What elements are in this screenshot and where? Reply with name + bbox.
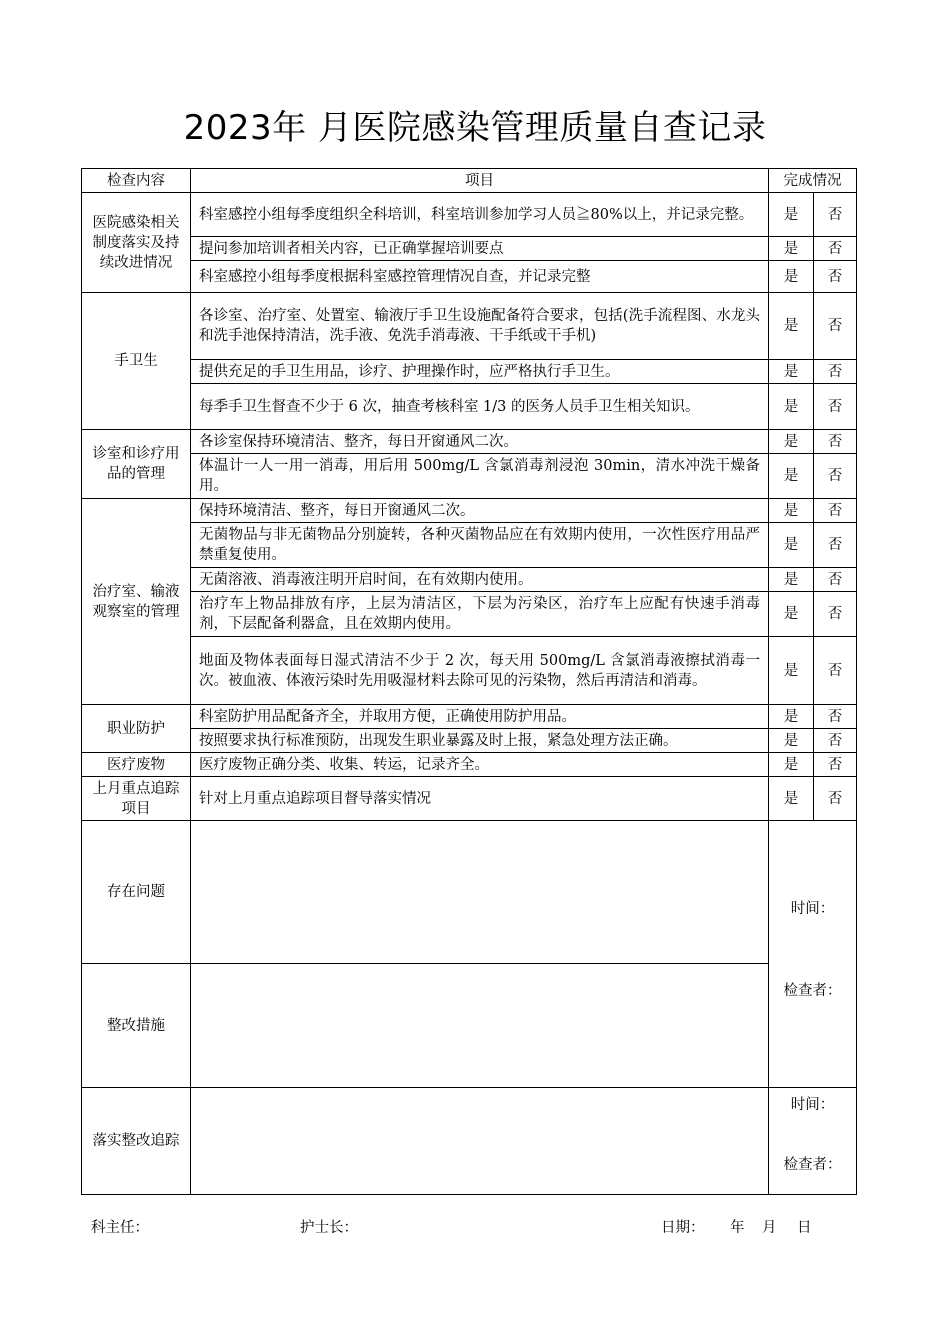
no-option[interactable]: 否 (814, 193, 857, 237)
item-cell: 按照要求执行标准预防，出现发生职业暴露及时上报，紧急处理方法正确。 (191, 729, 769, 753)
table-row (82, 360, 857, 384)
inspection-table (81, 168, 857, 1195)
category-cell: 诊室和诊疗用品的管理 (82, 430, 191, 499)
no-option[interactable]: 否 (814, 753, 857, 777)
category-cell: 上月重点追踪项目 (82, 777, 191, 821)
date-month: 月 (762, 1220, 777, 1236)
item-cell: 保持环境清洁、整齐，每日开窗通风二次。 (191, 499, 769, 523)
rectify-label: 整改措施 (82, 964, 191, 1088)
yes-option[interactable]: 是 (769, 729, 814, 753)
header-status: 完成情况 (769, 169, 857, 193)
category-cell: 医院感染相关制度落实及持续改进情况 (82, 193, 191, 293)
no-option[interactable]: 否 (814, 360, 857, 384)
followup-row (82, 1088, 857, 1195)
date-day: 日 (797, 1220, 812, 1236)
yes-option[interactable]: 是 (769, 293, 814, 360)
yes-option[interactable]: 是 (769, 523, 814, 568)
item-cell: 地面及物体表面每日湿式清洁不少于 2 次，每天用 500mg/L 含氯消毒液擦拭消毒一次。被血液、体液污染时先用吸湿材料去除可见的污染物，然后再清洁和消毒。 (191, 637, 769, 705)
followup-signoff-cell (769, 1088, 857, 1195)
no-option[interactable]: 否 (814, 777, 857, 821)
table-row (82, 454, 857, 499)
table-row (82, 430, 857, 454)
item-cell: 提问参加培训者相关内容，已正确掌握培训要点 (191, 237, 769, 261)
followup-label: 落实整改追踪 (82, 1088, 191, 1195)
table-row (82, 499, 857, 523)
no-option[interactable]: 否 (814, 568, 857, 592)
no-option[interactable]: 否 (814, 293, 857, 360)
no-option[interactable]: 否 (814, 729, 857, 753)
director-label: 科主任： (91, 1220, 149, 1236)
header-item: 项目 (191, 169, 769, 193)
table-row (82, 705, 857, 729)
followup-field[interactable] (191, 1088, 769, 1195)
no-option[interactable]: 否 (814, 499, 857, 523)
yes-option[interactable]: 是 (769, 430, 814, 454)
yes-option[interactable]: 是 (769, 568, 814, 592)
table-row (82, 777, 857, 821)
yes-option[interactable]: 是 (769, 705, 814, 729)
no-option[interactable]: 否 (814, 384, 857, 430)
no-option[interactable]: 否 (814, 430, 857, 454)
problems-row (82, 821, 857, 964)
date-label: 日期： (661, 1220, 705, 1236)
followup-checker-label: 检查者： (783, 1157, 842, 1173)
item-cell: 科室防护用品配备齐全，并取用方便，正确使用防护用品。 (191, 705, 769, 729)
no-option[interactable]: 否 (814, 523, 857, 568)
head-nurse-label: 护士长： (300, 1220, 358, 1236)
item-cell: 无菌物品与非无菌物品分别旋转，各种灭菌物品应在有效期内使用，一次性医疗用品严禁重复使用。 (191, 523, 769, 568)
table-row (82, 753, 857, 777)
table-row (82, 261, 857, 293)
table-row (82, 523, 857, 568)
item-cell: 提供充足的手卫生用品，诊疗、护理操作时，应严格执行手卫生。 (191, 360, 769, 384)
category-cell: 医疗废物 (82, 753, 191, 777)
item-cell: 针对上月重点追踪项目督导落实情况 (191, 777, 769, 821)
signoff-cell (769, 821, 857, 1088)
category-cell: 治疗室、输液观察室的管理 (82, 499, 191, 705)
rectify-row (82, 964, 857, 1088)
category-cell: 职业防护 (82, 705, 191, 753)
item-cell: 各诊室、治疗室、处置室、输液厅手卫生设施配备符合要求，包括(洗手流程图、水龙头和洗手池保持清洁，洗手液、免洗手消毒液、干手纸或干手机) (191, 293, 769, 360)
item-cell: 医疗废物正确分类、收集、转运，记录齐全。 (191, 753, 769, 777)
no-option[interactable]: 否 (814, 592, 857, 637)
rectify-field[interactable] (191, 964, 769, 1088)
table-row (82, 568, 857, 592)
no-option[interactable]: 否 (814, 237, 857, 261)
no-option[interactable]: 否 (814, 705, 857, 729)
header-content: 检查内容 (82, 169, 191, 193)
table-row (82, 293, 857, 360)
checker-label: 检查者： (783, 983, 842, 999)
item-cell: 科室感控小组每季度根据科室感控管理情况自查，并记录完整 (191, 261, 769, 293)
yes-option[interactable]: 是 (769, 360, 814, 384)
item-cell: 治疗车上物品排放有序，上层为清洁区，下层为污染区，治疗车上应配有快速手消毒剂，下层配备利器盒，且在效期内使用。 (191, 592, 769, 637)
item-cell: 体温计一人一用一消毒，用后用 500mg/L 含氯消毒剂浸泡 30min，清水冲洗干燥备用。 (191, 454, 769, 499)
table-row (82, 193, 857, 237)
table-row (82, 637, 857, 705)
yes-option[interactable]: 是 (769, 637, 814, 705)
table-row (82, 729, 857, 753)
item-cell: 无菌溶液、消毒液注明开启时间，在有效期内使用。 (191, 568, 769, 592)
yes-option[interactable]: 是 (769, 237, 814, 261)
no-option[interactable]: 否 (814, 261, 857, 293)
time-label: 时间： (790, 901, 835, 917)
yes-option[interactable]: 是 (769, 384, 814, 430)
followup-time-label: 时间： (790, 1097, 835, 1113)
yes-option[interactable]: 是 (769, 753, 814, 777)
yes-option[interactable]: 是 (769, 499, 814, 523)
table-row (82, 237, 857, 261)
yes-option[interactable]: 是 (769, 592, 814, 637)
yes-option[interactable]: 是 (769, 193, 814, 237)
table-header-row (82, 169, 857, 193)
no-option[interactable]: 否 (814, 637, 857, 705)
yes-option[interactable]: 是 (769, 454, 814, 499)
date-year: 年 (730, 1220, 745, 1236)
table-row (82, 592, 857, 637)
yes-option[interactable]: 是 (769, 261, 814, 293)
yes-option[interactable]: 是 (769, 777, 814, 821)
item-cell: 科室感控小组每季度组织全科培训，科室培训参加学习人员≧80%以上，并记录完整。 (191, 193, 769, 237)
category-cell: 手卫生 (82, 293, 191, 430)
item-cell: 每季手卫生督查不少于 6 次，抽查考核科室 1/3 的医务人员手卫生相关知识。 (191, 384, 769, 430)
no-option[interactable]: 否 (814, 454, 857, 499)
page-title: 2023年 月医院感染管理质量自查记录 (183, 108, 767, 148)
table-row (82, 384, 857, 430)
item-cell: 各诊室保持环境清洁、整齐，每日开窗通风二次。 (191, 430, 769, 454)
problems-label: 存在问题 (82, 821, 191, 964)
problems-field[interactable] (191, 821, 769, 964)
